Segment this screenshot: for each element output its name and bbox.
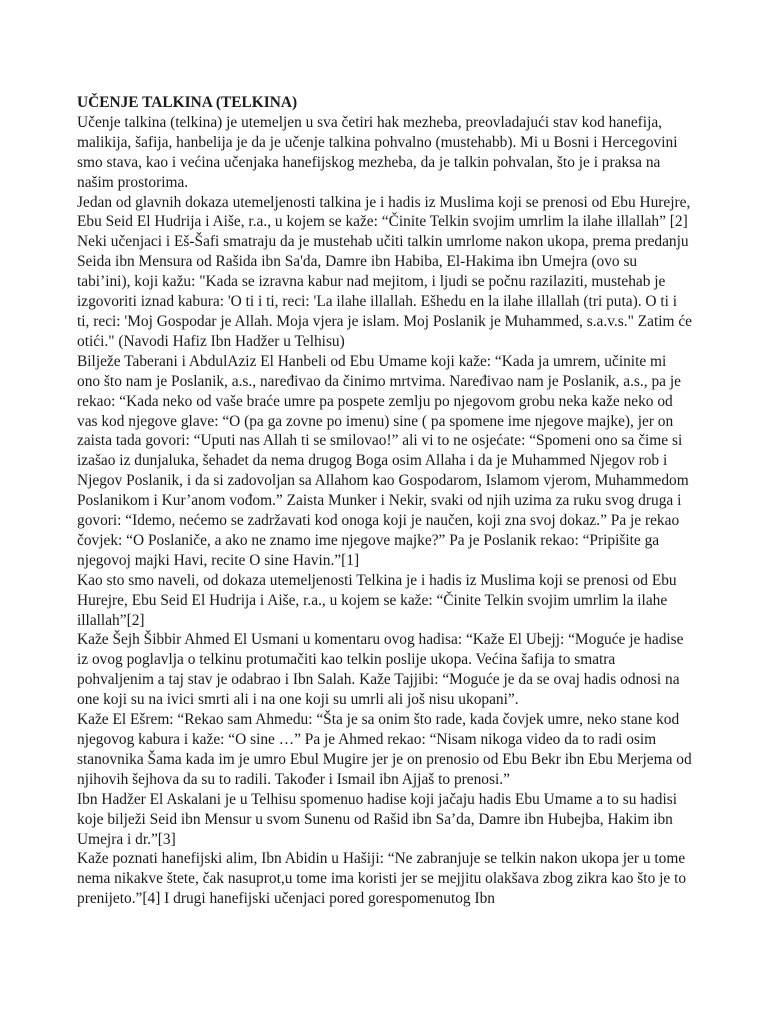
paragraph-2: Jedan od glavnih dokaza utemeljenosti talkina je i hadis iz Muslima koji se prenosi od Ebu Hurejre, Ebu Seid El Hudrija i Aiše, r.a., u kojem se kaže: “Činite Telkin svojim umrlim la ilahe illallah” [2] — [77, 193, 691, 231]
paragraph-7: Kaže El Ešrem: “Rekao sam Ahmedu: “Šta je sa onim što rade, kada čovjek umre, neko stane kod njegovog kabura i kaže: “O sine …” Pa je Ahmed rekao: “Nisam nikoga video da to radi osim stanovnika Šama kada im je umro Ebul Mugire jer je on prenosio od Ebu Bekr ibn Ebu Merjema od njihovih šejhova da su to radili. Također i Ismail ibn Ajjaš to prenosi.” — [77, 711, 692, 788]
paragraph-4: Bilježe Taberani i AbdulAziz El Hanbeli od Ebu Umame koji kaže: “Kada ja umrem, učinite mi ono što nam je Poslanik, a.s., naređivao da činimo mrtvima. Naređivao nam je Poslanik, a.s., pa je rekao: “Kada neko od vaše braće umre pa pospete zemlju po njegovom grobu neka kaže neko od vas kod njegove glave: “O (pa ga zovne po imenu) sine ( pa spomene ime njegove majke), jer on zaista tada govori: “Uputi nas Allah ti se smilovao!” ali vi to ne osjećate: “Spomeni ono sa čime si izašao iz dunjaluka, šehadet da nema drugog Boga osim Allaha i da je Muhammed Njegov rob i Njegov Poslanik, i da si zadovoljan sa Allahom kao Gospodarom, Islamom vjerom, Muhammedom Poslanikom i Kur’anom vođom.” Zaista Munker i Nekir, svaki od njih uzima za ruku svog druga i govori: “Idemo, nećemo se zadržavati kod onoga koji je naučen, koji zna svoj dokaz.” Pa je rekao čovjek: “O Poslaniče, a ako ne znamo ime njegove majke?” Pa je Poslanik rekao: “Pripišite ga njegovoj majki Havi, recite O sine Havin.”[1] — [77, 352, 689, 569]
paragraph-6: Kaže Šejh Šibbir Ahmed El Usmani u komentaru ovog hadisa: “Kaže El Ubejj: “Moguće je hadise iz ovog poglavlja o telkinu protumačiti kao telkin poslije ukopa. Većina šafija to smatra pohvaljenim a taj stav je odabrao i Ibn Salah. Kaže Tajjibi: “Moguće je da se ovaj hadis odnosi na one koji su na ivici smrti ali i na one koji su umrli ali još nisu ukopani”. — [77, 631, 684, 709]
paragraph-5: Kao sto smo naveli, od dokaza utemeljenosti Telkina je i hadis iz Muslima koji se prenosi od Ebu Hurejre, Ebu Seid El Hudrija i Aiše, r.a., u kojem se kaže: “Činite Telkin svojim umrlim la ilahe illallah”[2] — [77, 571, 677, 629]
document-title: UČENJE TALKINA (TELKINA) — [77, 94, 298, 111]
paragraph-1: Učenje talkina (telkina) je utemeljen u sva četiri hak mezheba, preovladajući stav kod hanefija, malikija, šafija, hanbelija je da je učenje talkina pohvalno (mustehabb). Mi u Bosni i Hercegovini smo stava, kao i većina učenjaka hanefijskog mezheba, da je talkin pohvalan, što je i praksa na našim prostorima. — [77, 113, 678, 191]
paragraph-9: Kaže poznati hanefijski alim, Ibn Abidin u Hašiji: “Ne zabranjuje se telkin nakon ukopa jer u tome nema nikakve štete, čak nasuprot,u tome ima koristi jer se mejjitu olakšava zbog zikra kao što je to prenijeto.”[4] I drugi hanefijski učenjaci pored gorespomenutog Ibn — [77, 850, 687, 908]
paragraph-8: Ibn Hadžer El Askalani je u Telhisu spomenuo hadise koji jačaju hadis Ebu Umame a to su hadisi koje bilježi Seid ibn Mensur u svom Sunenu od Rašid ibn Sa’da, Damre ibn Hubejba, Hakim ibn Umejra i dr.”[3] — [77, 790, 678, 848]
document-body — [77, 93, 693, 909]
paragraph-3: Neki učenjaci i Eš-Šafi smatraju da je mustehab učiti talkin umrlome nakon ukopa, prema predanju Seida ibn Mensura od Rašida ibn Sa'da, Damre ibn Habiba, El-Hakima ibn Umejra (ovo su tabi’ini), koji kažu: "Kada se izravna kabur nad mejitom, i ljudi se počnu razilaziti, mustehab je izgovoriti iznad kabura: 'O ti i ti, reci: 'La ilahe illallah. Ešhedu en la ilahe illallah (tri puta). O ti i ti, reci: 'Moj Gospodar je Allah. Moja vjera je islam. Moj Poslanik je Muhammed, s.a.v.s." Zatim će otići." (Navodi Hafiz Ibn Hadžer u Telhisu) — [77, 233, 693, 350]
